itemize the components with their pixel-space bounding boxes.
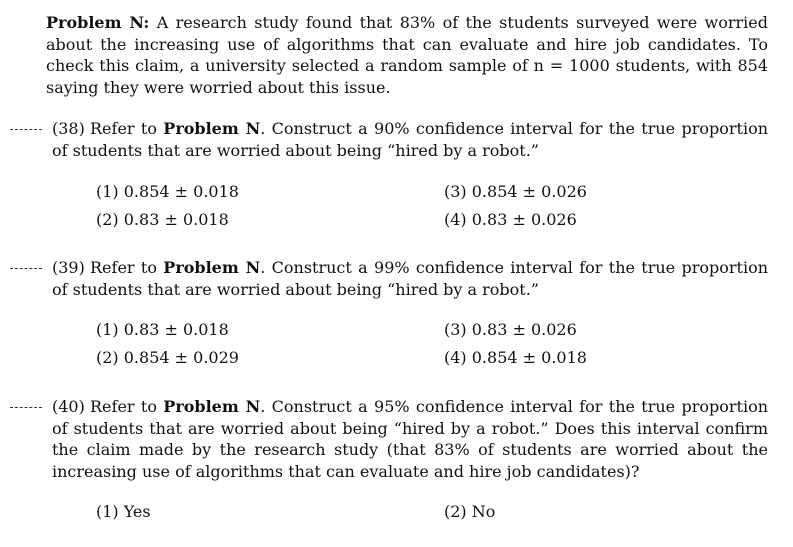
option-1: (1) 0.83 ± 0.018 bbox=[96, 320, 229, 339]
answer-blank[interactable] bbox=[10, 129, 42, 130]
question-pre: Refer to bbox=[90, 397, 164, 416]
option-1: (1) 0.854 ± 0.018 bbox=[96, 182, 239, 201]
answer-blank[interactable] bbox=[10, 268, 42, 269]
question-number: (39) bbox=[52, 258, 85, 277]
option-2: (2) No bbox=[444, 502, 496, 521]
question-post: . Construct a 99% confidence interval for the true proportion of students that are worried about being “hired by a robot.” bbox=[52, 258, 769, 299]
problem-text: A research study found that 83% of the students surveyed were worried about the increasing use of algorithms that can evaluate and hire job candidates. To check this claim, a university selected a random sample of n = 1000 students, with 854 saying they were worried about this issue. bbox=[46, 13, 768, 97]
question-post: . Construct a 95% confidence interval for the true proportion of students that are worried about being “hired by a robot.” Does this interval confirm the claim made by the research study (that 83% of students are worried about the increasing use of algorithms that can evaluate and hire job candidates)? bbox=[52, 397, 769, 481]
option-3: (3) 0.854 ± 0.026 bbox=[444, 182, 587, 201]
question-number: (40) bbox=[52, 397, 85, 416]
option-4: (4) 0.83 ± 0.026 bbox=[444, 210, 577, 229]
problem-label: Problem N: bbox=[46, 13, 150, 32]
answer-blank[interactable] bbox=[10, 407, 42, 408]
problem-reference: Problem N bbox=[163, 119, 261, 138]
question-text bbox=[52, 257, 768, 300]
problem-statement bbox=[46, 12, 768, 98]
question-number: (38) bbox=[52, 119, 85, 138]
option-1: (1) Yes bbox=[96, 502, 151, 521]
question-post: . Construct a 90% confidence interval for the true proportion of students that are worried about being “hired by a robot.” bbox=[52, 119, 769, 160]
problem-reference: Problem N bbox=[163, 258, 261, 277]
option-3: (3) 0.83 ± 0.026 bbox=[444, 320, 577, 339]
question-pre: Refer to bbox=[90, 119, 164, 138]
problem-reference: Problem N bbox=[163, 397, 261, 416]
option-2: (2) 0.83 ± 0.018 bbox=[96, 210, 229, 229]
question-text bbox=[52, 396, 768, 482]
option-4: (4) 0.854 ± 0.018 bbox=[444, 348, 587, 367]
option-2: (2) 0.854 ± 0.029 bbox=[96, 348, 239, 367]
question-pre: Refer to bbox=[90, 258, 164, 277]
question-text bbox=[52, 118, 768, 161]
